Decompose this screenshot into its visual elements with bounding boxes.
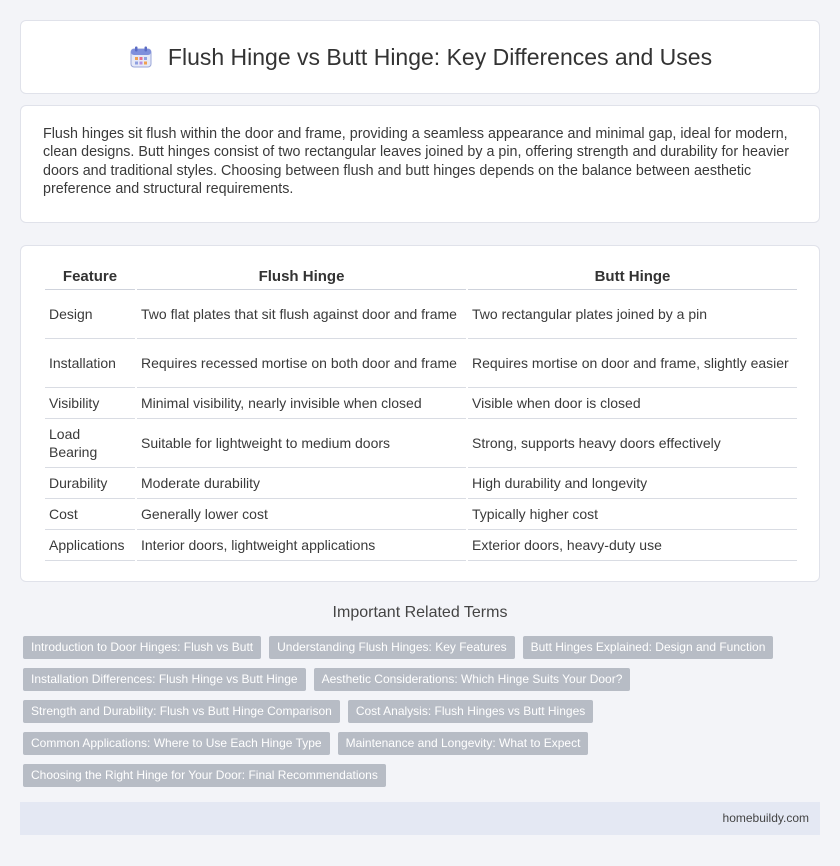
page-title: Flush Hinge vs Butt Hinge: Key Differences and Uses	[167, 43, 713, 70]
flush-cell: Two flat plates that sit flush against door and frame	[137, 290, 466, 339]
feature-cell: Applications	[45, 530, 135, 561]
intro-card	[20, 105, 820, 223]
butt-cell: Two rectangular plates joined by a pin	[468, 290, 797, 339]
flush-cell: Requires recessed mortise on both door and frame	[137, 339, 466, 388]
related-term-tag[interactable]: Introduction to Door Hinges: Flush vs Butt	[23, 636, 261, 659]
related-term-tag[interactable]: Maintenance and Longevity: What to Expect	[338, 732, 589, 755]
flush-cell: Moderate durability	[137, 468, 466, 499]
related-term-tag[interactable]: Aesthetic Considerations: Which Hinge Suits Your Door?	[314, 668, 631, 691]
comparison-table-card	[20, 245, 820, 582]
header-butt-hinge: Butt Hinge	[468, 264, 797, 290]
flush-cell: Interior doors, lightweight applications	[137, 530, 466, 561]
related-term-tag[interactable]: Understanding Flush Hinges: Key Features	[269, 636, 514, 659]
flush-cell: Minimal visibility, nearly invisible when closed	[137, 388, 466, 419]
header-flush-hinge: Flush Hinge	[137, 264, 466, 290]
table-row	[45, 499, 797, 530]
table-row	[45, 419, 797, 468]
butt-cell: High durability and longevity	[468, 468, 797, 499]
related-terms-list	[23, 636, 823, 787]
butt-cell: Exterior doors, heavy-duty use	[468, 530, 797, 561]
feature-cell: Installation	[45, 339, 135, 388]
related-term-tag[interactable]: Choosing the Right Hinge for Your Door: Final Recommendations	[23, 764, 386, 787]
feature-cell: Durability	[45, 468, 135, 499]
related-term-tag[interactable]: Cost Analysis: Flush Hinges vs Butt Hinges	[348, 700, 593, 723]
table-row	[45, 388, 797, 419]
table-row	[45, 339, 797, 388]
flush-cell: Generally lower cost	[137, 499, 466, 530]
butt-cell: Typically higher cost	[468, 499, 797, 530]
table-row	[45, 530, 797, 561]
related-term-tag[interactable]: Strength and Durability: Flush vs Butt Hinge Comparison	[23, 700, 340, 723]
related-term-tag[interactable]: Butt Hinges Explained: Design and Function	[523, 636, 774, 659]
header-feature: Feature	[45, 264, 135, 290]
butt-cell: Visible when door is closed	[468, 388, 797, 419]
feature-cell: Visibility	[45, 388, 135, 419]
title-card	[20, 20, 820, 94]
related-term-tag[interactable]: Common Applications: Where to Use Each Hinge Type	[23, 732, 330, 755]
feature-cell: Load Bearing	[45, 419, 135, 468]
butt-cell: Strong, supports heavy doors effectively	[468, 419, 797, 468]
related-terms-heading: Important Related Terms	[332, 604, 508, 621]
calendar-icon	[128, 44, 154, 70]
butt-cell: Requires mortise on door and frame, slightly easier	[468, 339, 797, 388]
flush-cell: Suitable for lightweight to medium doors	[137, 419, 466, 468]
table-row	[45, 290, 797, 339]
intro-paragraph: Flush hinges sit flush within the door and frame, providing a seamless appearance and minimal gap, ideal for modern, clean designs. Butt hinges consist of two rectangular leaves joined by a pin, offering strength and durability for heavier doors and traditional styles. Choosing between flush and butt hinges depends on the balance between aesthetic preference and structural requirements.	[43, 126, 790, 198]
footer	[20, 802, 820, 835]
feature-cell: Design	[45, 290, 135, 339]
table-row	[45, 468, 797, 499]
footer-site-link[interactable]: homebuildy.com	[722, 811, 809, 825]
comparison-table	[43, 264, 799, 561]
feature-cell: Cost	[45, 499, 135, 530]
related-term-tag[interactable]: Installation Differences: Flush Hinge vs Butt Hinge	[23, 668, 306, 691]
